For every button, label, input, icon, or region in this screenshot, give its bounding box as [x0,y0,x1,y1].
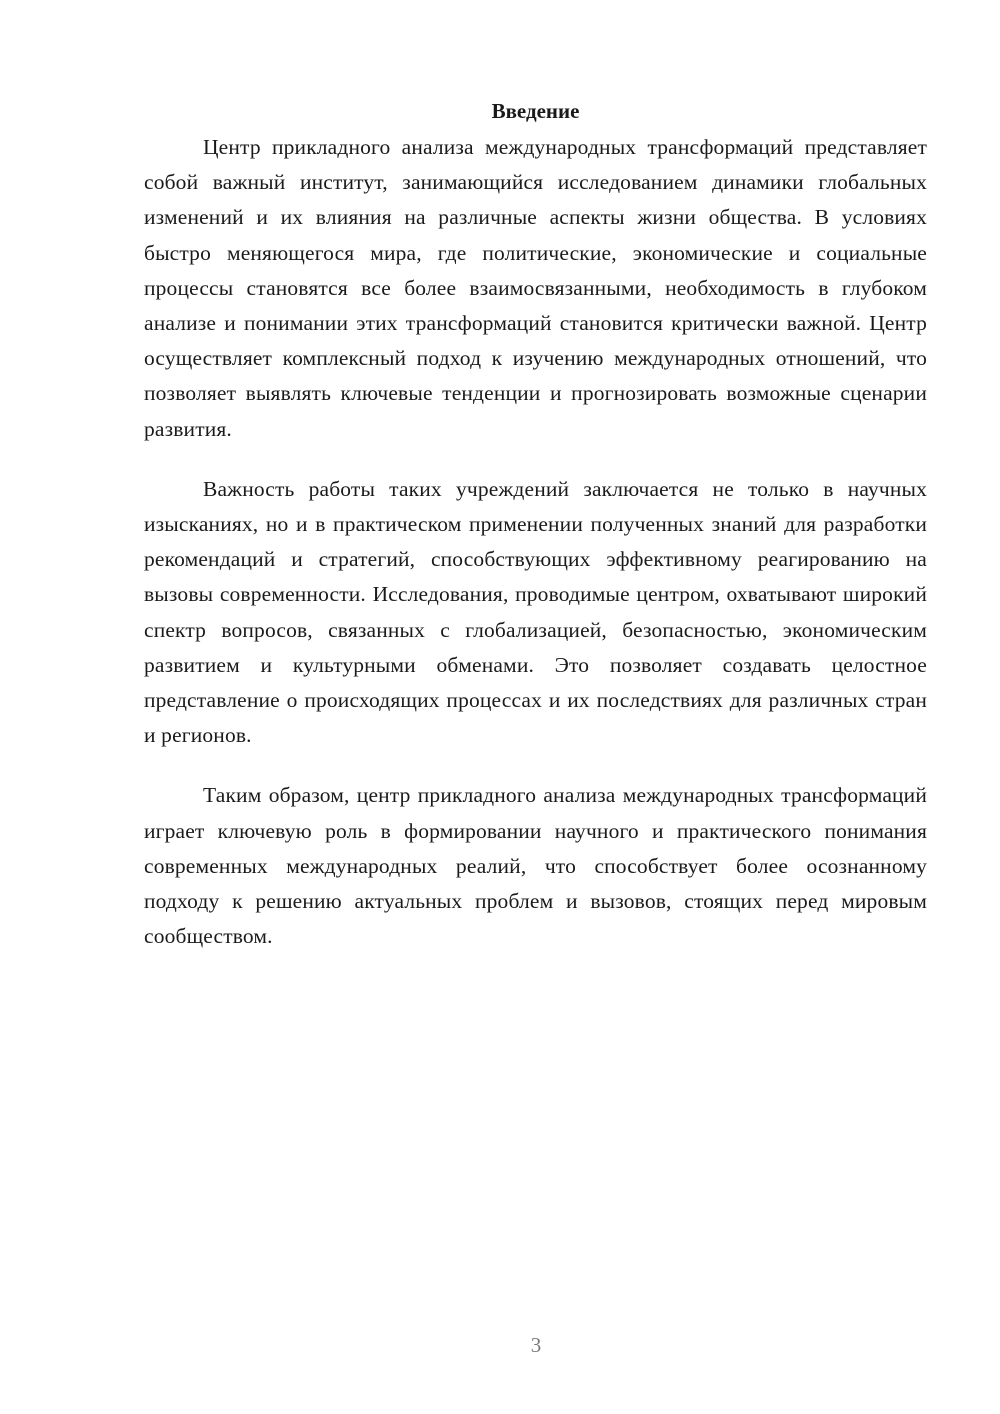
section-heading: Введение [491,99,580,123]
paragraph-3: Таким образом, центр прикладного анализа международных трансформаций играет ключевую роль в формировании научного и практического понимания современных международных реалий, что способствует более осознанному подходу к решению актуальных проблем и вызовов, стоящих перед мировым сообществом. [144,783,927,949]
paragraph-2: Важность работы таких учреждений заключается не только в научных изысканиях, но и в практическом применении полученных знаний для разработки рекомендаций и стратегий, способствующих эффективному реагированию на вызовы современности. Исследования, проводимые центром, охватывают широкий спектр вопросов, связанных с глобализацией, безопасностью, экономическим развитием и культурными обменами. Это позволяет создавать целостное представление о происходящих процессах и их последствиях для различных стран и регионов. [144,476,927,748]
page-content [144,92,927,954]
page-number: 3 [530,1333,542,1357]
paragraph-1: Центр прикладного анализа международных трансформаций представляет собой важный институт, занимающийся исследованием динамики глобальных изменений и их влияния на различные аспекты жизни общества. В условиях быстро меняющегося мира, где политические, экономические и социальные процессы становятся все более взаимосвязанными, необходимость в глубоком анализе и понимании этих трансформаций становится критически важной. Центр осуществляет комплексный подход к изучению международных отношений, что позволяет выявлять ключевые тенденции и прогнозировать возможные сценарии развития. [144,135,927,441]
